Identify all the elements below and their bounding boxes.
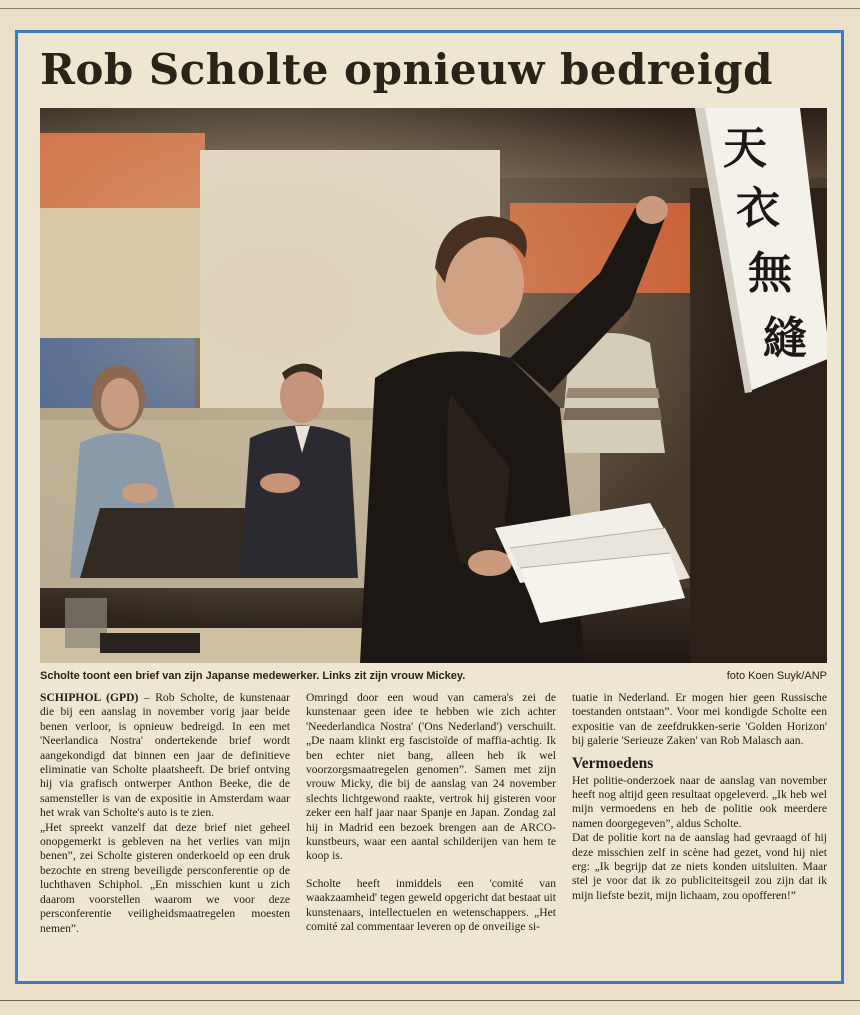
caption-text: Scholte toont een brief van zijn Japanse medewerker. Links zit zijn vrouw Mickey. (40, 670, 466, 682)
article-paragraph: tuatie in Nederland. Er mogen hier geen Russische toestanden ontstaan”. Voor mei kondigde Scholte een expositie van de zeefdrukken-serie 'Golden Horizon' bij galerie 'Serieuze Zaken' van Rob Malasch aan. (572, 691, 827, 748)
paragraph-text: – Rob Scholte, de kunstenaar die bij een aanslag in november vorig jaar beide benen verloor, is opnieuw bedreigd. In een met 'Neerlandica Nostra' ondertekende brief wordt aangekondigd dat binnen een jaar de definitieve eliminatie van Scholte plaatsheeft. De brief ontving hij via grafisch ontwerper Anthon Beeke, die de samensteller is van de expositie in Amsterdam waar het wrak van Scholte's auto is te zien. (40, 691, 291, 820)
photo-caption (40, 670, 827, 682)
subheading: Vermoedens (572, 754, 654, 772)
bottom-rule (0, 1000, 860, 1001)
photo-credit: foto Koen Suyk/ANP (726, 670, 827, 682)
newspaper-clipping (15, 30, 844, 984)
article-body (40, 691, 827, 976)
sign-glyph-2: 衣 (736, 183, 780, 234)
article-column-1 (40, 691, 290, 936)
sign-glyph-3: 無 (748, 248, 792, 299)
article-paragraph (40, 691, 290, 821)
press-photo (40, 108, 827, 663)
sign-glyph-4: 縫 (763, 313, 807, 364)
article-column-3 (572, 691, 827, 903)
article-paragraph: Dat de politie kort na de aanslag had gevraagd of hij deze misschien zelf in scène had gezet, vond hij niet erg: „Ik begrijp dat ze niets konden uitsluiten. Maar stel je voor dat ik zo publiciteitsgeil zou zijn dat ik mijn liefste bezit, mijn lichaam, zou opofferen!” (572, 831, 827, 902)
article-paragraph: Omringd door een woud van camera's zei de kunstenaar geen idee te hebben wie zich achter 'Neederlandica Nostra' ('Ons Nederland') verschuilt. „De naam klinkt erg fascistoïde of maffia-achtig. Ik ben echter niet bang, alleen heb ik wel voorzorgsmaatregelen genomen”. Samen met zijn vrouw Micky, die bij de aanslag van 24 november slechts lichtgewond raakte, vertrok hij gisteren voor zeker een half jaar naar Spanje en Japan. Zondag zal hij in Madrid een bezoek brengen aan de ARCO-kunstbeurs, waar een aantal schilderijen van hem te koop is. (306, 691, 556, 863)
sign-glyph-1: 天 (723, 123, 767, 174)
article-column-2 (306, 691, 556, 935)
article-paragraph: Scholte heeft inmiddels een 'comité van waakzaamheid' tegen geweld opgericht dat bestaat uit kunstenaars, intellectuelen en wetenschappers. „Het comité zal commentaar leveren op de onveilige si- (306, 876, 556, 934)
headline: Rob Scholte opnieuw bedreigd (40, 45, 773, 94)
article-paragraph: „Het spreekt vanzelf dat deze brief niet geheel onopgemerkt is gebleven na het verlies van mijn benen”, zei Scholte gisteren onderkoeld op een druk bezochte en streng beveiligde persconferentie op de luchthaven Schiphol. „En misschien kunt u zich daarom voorstellen waarom we voor deze persconferentie veiligheidsmaatregelen moesten nemen”. (40, 820, 290, 935)
dateline: SCHIPHOL (GPD) (40, 691, 139, 704)
article-paragraph: Het politie-onderzoek naar de aanslag van november heeft nog altijd geen resultaat opgeleverd. „Ik heb wel mijn vermoedens en heb de politie ook meerdere namen doorgegeven”, aldus Scholte. (572, 773, 827, 830)
top-rule (0, 8, 860, 9)
